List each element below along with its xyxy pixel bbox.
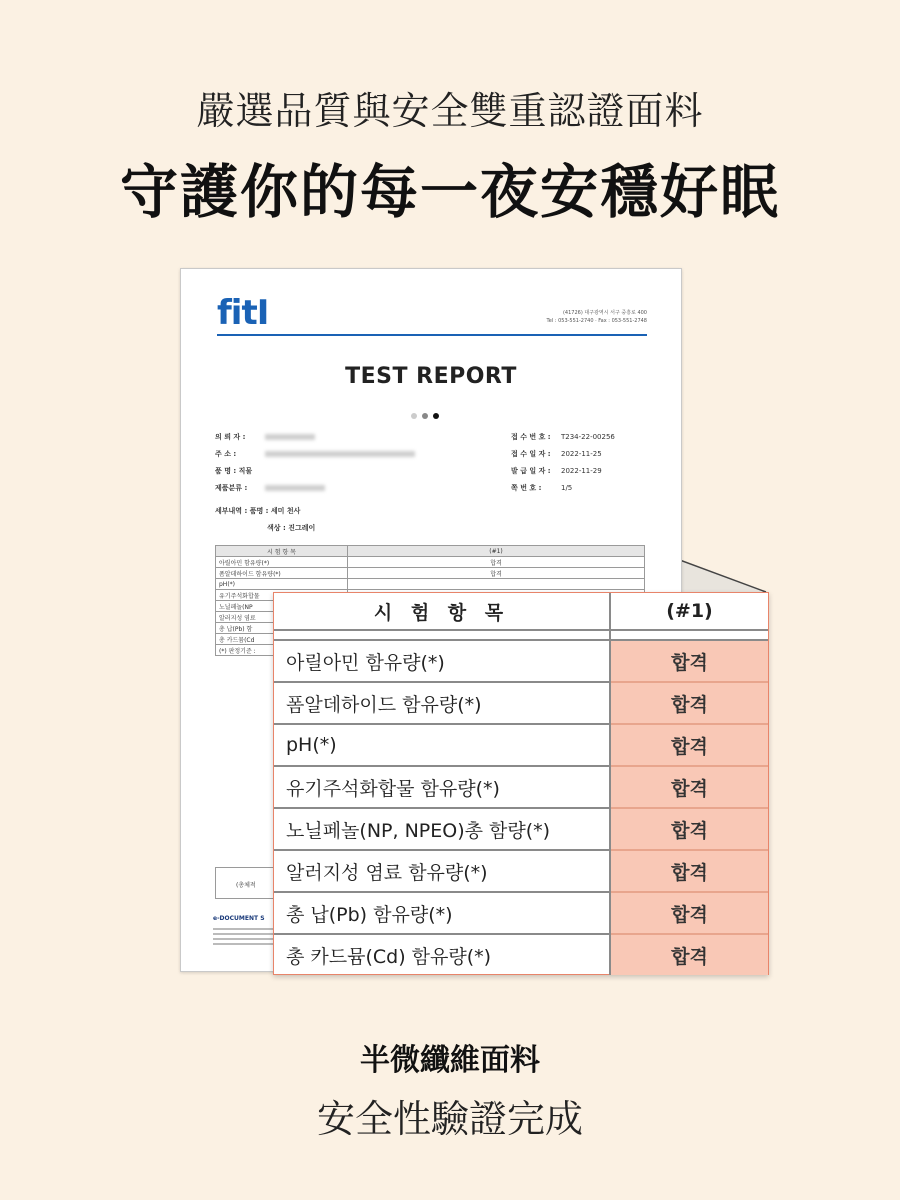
zoomed-results-table bbox=[273, 592, 769, 975]
edocument-label: e-DOCUMENT S bbox=[213, 915, 265, 922]
test-result: 합격 bbox=[610, 892, 768, 934]
field-label: 주 소 : bbox=[215, 450, 237, 458]
table-row bbox=[274, 766, 768, 808]
test-item: 유기주석화합물 함유량(*) bbox=[274, 766, 610, 808]
mini-header-sample: (#1) bbox=[348, 546, 645, 557]
report-meta bbox=[511, 429, 615, 497]
issue-date: 2022-11-29 bbox=[561, 467, 602, 475]
table-row bbox=[274, 850, 768, 892]
table-row bbox=[274, 808, 768, 850]
report-title: TEST REPORT bbox=[345, 364, 517, 389]
fabric-caption-title: 半微纖維面料 bbox=[360, 1043, 540, 1078]
mini-result bbox=[348, 579, 645, 590]
dot-icon bbox=[422, 413, 428, 419]
test-result: 합격 bbox=[610, 724, 768, 766]
meta-label: 접 수 번 호 : bbox=[511, 433, 551, 441]
meta-label: 접 수 일 자 : bbox=[511, 450, 551, 458]
test-result: 합격 bbox=[610, 850, 768, 892]
test-result: 합격 bbox=[610, 640, 768, 682]
mini-item: (*) 판정기준 : bbox=[216, 645, 348, 656]
test-item: 아릴아민 함유량(*) bbox=[274, 640, 610, 682]
field-label: 제품분류 : bbox=[215, 484, 248, 492]
field-label: 품 명 : 직물 bbox=[215, 467, 253, 475]
mini-item: 폼알데하이드 함유량(*) bbox=[216, 568, 348, 579]
headline-subtitle: 嚴選品質與安全雙重認證面料 bbox=[196, 89, 704, 133]
header-gap bbox=[274, 630, 768, 640]
detail-sub: 색상 : 진그레이 bbox=[267, 524, 316, 532]
mini-item: 노닐페놀(NP bbox=[216, 601, 348, 612]
table-row bbox=[274, 682, 768, 724]
dot-icon bbox=[433, 413, 439, 419]
test-item: 폼알데하이드 함유량(*) bbox=[274, 682, 610, 724]
page-number: 1/5 bbox=[561, 484, 573, 492]
lab-address bbox=[497, 309, 647, 325]
field-label: 의 뢰 자 : bbox=[215, 433, 246, 441]
receipt-number: T234-22-00256 bbox=[561, 433, 615, 441]
mini-item: 유기주석화합물 bbox=[216, 590, 348, 601]
test-item: pH(*) bbox=[274, 724, 610, 766]
header-rule bbox=[217, 334, 647, 336]
test-result: 합격 bbox=[610, 766, 768, 808]
mini-item: 알러지성 염료 bbox=[216, 612, 348, 623]
test-item: 총 카드뮴(Cd) 함유량(*) bbox=[286, 945, 492, 968]
receipt-date: 2022-11-25 bbox=[561, 450, 602, 458]
edocument-notes bbox=[213, 925, 273, 948]
table-row bbox=[274, 934, 768, 975]
test-result: 합격 bbox=[610, 808, 768, 850]
zoom-table-header bbox=[274, 593, 768, 630]
fiti-logo: fitI bbox=[217, 293, 269, 333]
client-info bbox=[215, 429, 415, 537]
mini-result: 합격 bbox=[348, 557, 645, 568]
contact-line: Tel : 053-551-2740 · Fax : 053-551-2748 bbox=[546, 318, 647, 324]
mini-item: pH(*) bbox=[216, 579, 348, 590]
detail-label: 세부내역 : 품명 : 세미 천사 bbox=[215, 507, 301, 515]
mini-item: 총 카드뮴(Cd bbox=[216, 634, 348, 645]
table-row bbox=[216, 568, 645, 579]
header-test-item: 시 험 항 목 bbox=[274, 593, 610, 630]
mini-result: 합격 bbox=[348, 568, 645, 579]
headline-title: 守護你的每一夜安穩好眠 bbox=[119, 158, 780, 226]
test-item: 총 납(Pb) 함유량(*) bbox=[274, 892, 610, 934]
table-row bbox=[274, 640, 768, 682]
test-result: 합격 bbox=[610, 934, 768, 975]
table-row bbox=[216, 579, 645, 590]
test-item: 알러지성 염료 함유량(*) bbox=[274, 850, 610, 892]
address-line: (41726) 대구광역시 서구 중흥로 400 bbox=[562, 310, 647, 316]
redacted-value bbox=[265, 434, 315, 440]
header-sample-number: (#1) bbox=[610, 593, 768, 630]
mini-item: 아릴아민 함유량(*) bbox=[216, 557, 348, 568]
table-row bbox=[274, 892, 768, 934]
page-dots bbox=[411, 404, 451, 412]
test-item: 노닐페놀(NP, NPEO)총 함량(*) bbox=[274, 808, 610, 850]
table-row bbox=[274, 724, 768, 766]
meta-label: 발 급 일 자 : bbox=[511, 467, 551, 475]
redacted-value bbox=[265, 451, 415, 457]
footer-text: (총체적 bbox=[236, 882, 256, 889]
mini-item: 총 납(Pb) 함 bbox=[216, 623, 348, 634]
dot-icon bbox=[411, 413, 417, 419]
fabric-caption-subtitle: 安全性驗證完成 bbox=[316, 1097, 583, 1141]
mini-header-item: 시 험 항 목 bbox=[216, 546, 348, 557]
table-row bbox=[216, 557, 645, 568]
redacted-value bbox=[265, 485, 325, 491]
meta-label: 쪽 번 호 : bbox=[511, 484, 542, 492]
test-result: 합격 bbox=[610, 682, 768, 724]
